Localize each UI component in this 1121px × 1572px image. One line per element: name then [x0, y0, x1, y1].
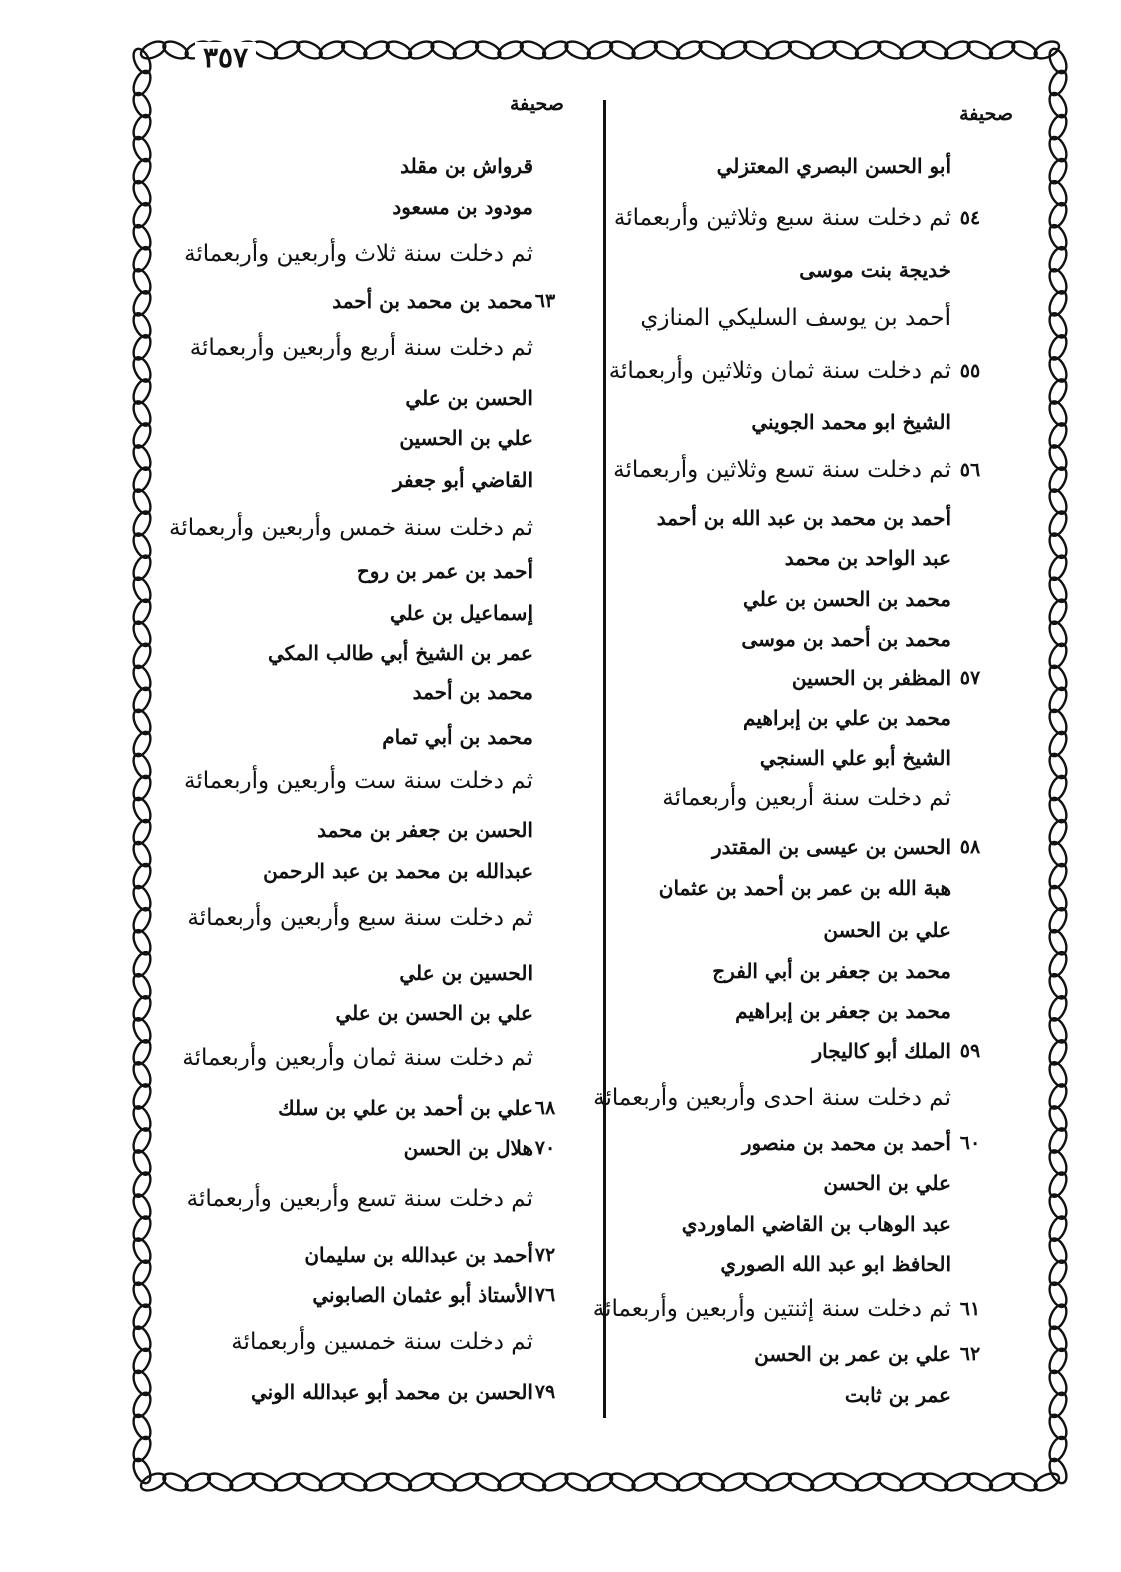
right-column-entry-text: أحمد بن محمد بن عبد الله بن أحمد	[656, 506, 951, 530]
left-column-entry	[357, 553, 533, 591]
right-column-entry-text: محمد بن علي بن إبراهيم	[743, 706, 951, 730]
left-column-entry-number: ٧٩	[534, 1381, 556, 1403]
right-column-entry	[754, 1336, 951, 1374]
right-column-entry-text: ثم دخلت سنة إثنتين وأربعين وأربعمائة	[592, 1296, 951, 1322]
left-column-entry-text: محمد بن أبي تمام	[382, 725, 533, 749]
left-column-entry-text: الأستاذ أبو عثمان الصابوني	[312, 1283, 533, 1307]
right-column-entry-text: خديجة بنت موسى	[799, 258, 951, 282]
right-column-entry-number: ٥٥	[959, 360, 981, 382]
right-column-entry-number: ٥٤	[959, 207, 981, 229]
right-column-entry	[657, 500, 951, 538]
left-column-entry-text: القاضي أبو جعفر	[392, 468, 533, 492]
right-column-entry-number: ٥٧	[959, 667, 981, 689]
left-column-entry-text: ثم دخلت سنة سبع وأربعين وأربعمائة	[187, 905, 533, 931]
left-column-entry	[184, 763, 533, 801]
right-column-entry-number: ٦٢	[959, 1343, 981, 1365]
page-number: ٣٥٧	[195, 42, 256, 74]
right-column-entry-text: محمد بن جعفر بن أبي الفرج	[712, 959, 951, 983]
right-column-entry-text: عمر بن ثابت	[844, 1383, 951, 1407]
left-column-entry	[169, 510, 533, 548]
right-column-entry	[682, 1206, 951, 1244]
right-column-entry-text: الملك أبو كاليجار	[812, 1039, 951, 1063]
right-column-entry-text: محمد بن أحمد بن موسى	[741, 627, 951, 651]
right-column-entry-number: ٦٠	[959, 1132, 981, 1154]
left-column-entry-text: ثم دخلت سنة ثلاث وأربعين وأربعمائة	[184, 241, 533, 267]
right-column-entry-number: ٦١	[959, 1298, 981, 1320]
left-column-entry-text: الحسن بن محمد أبو عبدالله الوني	[250, 1380, 533, 1404]
left-column-entry	[399, 420, 533, 458]
right-column-entry-text: ثم دخلت سنة سبع وثلاثين وأربعمائة	[613, 205, 951, 231]
left-column-entry	[312, 1277, 533, 1315]
right-column-entry-text: ثم دخلت سنة أربعين وأربعمائة	[662, 785, 951, 811]
left-column-entry	[400, 148, 533, 186]
left-column-entry-text: مودود بن مسعود	[392, 195, 533, 219]
left-column-entry	[304, 1237, 533, 1275]
left-column-entry-text: الحسن بن جعفر بن محمد	[317, 818, 533, 842]
right-column-entry-text: الحسن بن عيسى بن المقتدر	[711, 835, 951, 859]
right-column-entry	[640, 300, 951, 338]
right-column-entry	[742, 1125, 951, 1163]
left-column-entry-text: علي بن الحسين	[399, 426, 533, 450]
right-column-entry	[785, 540, 951, 578]
right-column-entry	[799, 252, 951, 290]
left-column-entry-text: ثم دخلت سنة خمسين وأربعمائة	[231, 1329, 533, 1355]
left-column-entry-text: عبدالله بن محمد بن عبد الرحمن	[263, 859, 533, 883]
right-column-entry-text: هبة الله بن عمر بن أحمد بن عثمان	[658, 876, 951, 900]
left-column-entry	[393, 462, 533, 500]
right-column-entry	[792, 660, 951, 698]
right-column-entry	[743, 581, 951, 619]
right-column-entry-text: الشيخ أبو علي السنجي	[759, 746, 951, 770]
right-column-entry	[741, 621, 951, 659]
left-column-entry-text: أحمد بن عمر بن روح	[356, 559, 533, 583]
left-column-entry-text: علي بن الحسن بن علي	[335, 1001, 533, 1025]
right-column-entry	[712, 953, 951, 991]
left-column-entry	[182, 1040, 533, 1078]
right-column-entry-text: المظفر بن الحسين	[791, 666, 951, 690]
left-column-entry-text: الحسن بن علي	[405, 386, 533, 410]
left-column-entry-text: ثم دخلت سنة خمس وأربعين وأربعمائة	[169, 515, 533, 541]
right-column-entry	[613, 452, 951, 490]
left-column-entry	[399, 955, 533, 993]
left-column-entry-number: ٦٣	[534, 290, 556, 312]
left-column-entry	[317, 812, 533, 850]
right-column-entry	[720, 1246, 951, 1284]
right-column-entry	[823, 1165, 951, 1203]
right-column-entry	[717, 148, 951, 186]
left-column-entry	[392, 189, 533, 227]
left-column-entry	[405, 380, 533, 418]
left-column-entry-text: عمر بن الشيخ أبي طالب المكي	[267, 641, 533, 665]
right-column-entry-text: ثم دخلت سنة احدى وأربعين وأربعمائة	[593, 1085, 951, 1111]
right-column-entry-text: محمد بن الحسن بن علي	[743, 587, 951, 611]
right-column-entry-text: عبد الواحد بن محمد	[784, 546, 951, 570]
right-column-entry-text: محمد بن جعفر بن إبراهيم	[735, 999, 951, 1023]
left-column-entry	[190, 330, 533, 368]
right-column-entry	[823, 912, 951, 950]
right-column-entry-text: أحمد بن يوسف السليكي المنازي	[640, 305, 951, 331]
right-column-entry	[743, 700, 951, 738]
right-column-entry-text: ثم دخلت سنة ثمان وثلاثين وأربعمائة	[608, 358, 951, 384]
right-column-entry-text: الحافظ ابو عبد الله الصوري	[720, 1252, 951, 1276]
left-column-entry	[332, 283, 533, 321]
right-column-entry	[845, 1377, 951, 1415]
left-column-entry-number: ٧٦	[534, 1284, 556, 1306]
left-column-entry	[184, 236, 533, 274]
left-column-entry	[404, 1130, 533, 1168]
left-column-entry-text: إسماعيل بن علي	[389, 601, 533, 625]
left-column-entry	[231, 1324, 533, 1362]
right-column-entry	[735, 993, 951, 1031]
left-column-entry	[335, 995, 533, 1033]
right-column-entry-text: الشيخ ابو محمد الجويني	[751, 410, 951, 434]
left-column-entry-text: قرواش بن مقلد	[400, 154, 533, 178]
left-column-entry	[263, 853, 533, 891]
right-column-entry-text: عبد الوهاب بن القاضي الماوردي	[681, 1212, 951, 1236]
right-column-entry	[609, 353, 951, 391]
right-column-entry	[593, 1291, 951, 1329]
right-column-entry	[751, 404, 951, 442]
left-column-entry	[187, 900, 533, 938]
left-column-entry-text: ثم دخلت سنة تسع وأربعين وأربعمائة	[186, 1186, 533, 1212]
right-column-entry	[712, 829, 951, 867]
left-column-entry-number: ٦٨	[534, 1097, 556, 1119]
right-column-entry-text: أحمد بن محمد بن منصور	[741, 1131, 951, 1155]
left-column-entry-text: الحسين بن علي	[399, 961, 533, 985]
left-column-entry	[187, 1181, 533, 1219]
column-heading-left: صحيفة	[510, 93, 564, 115]
left-column-entry-text: أحمد بن عبدالله بن سليمان	[304, 1243, 533, 1267]
left-column-entry-text: علي بن أحمد بن علي بن سلك	[278, 1096, 533, 1120]
left-column-entry-text: محمد بن أحمد	[412, 680, 533, 704]
left-column-entry-text: ثم دخلت سنة أربع وأربعين وأربعمائة	[189, 335, 533, 361]
left-column-entry	[382, 719, 533, 757]
right-column-entry	[813, 1033, 951, 1071]
right-column-entry-number: ٥٩	[959, 1040, 981, 1062]
column-heading-right: صحيفة	[959, 103, 1013, 125]
left-column-entry	[413, 674, 533, 712]
right-column-entry-number: ٥٨	[959, 836, 981, 858]
left-column-entry-text: محمد بن محمد بن أحمد	[332, 289, 533, 313]
left-column-entry	[268, 635, 533, 673]
right-column-entry	[760, 740, 951, 778]
left-column-entry-text: ثم دخلت سنة ثمان وأربعين وأربعمائة	[182, 1045, 533, 1071]
left-column-entry-text: هلال بن الحسن	[403, 1136, 533, 1160]
left-column-entry	[390, 595, 533, 633]
left-column-entry-number: ٧٠	[534, 1137, 556, 1159]
right-column-entry-text: علي بن عمر بن الحسن	[754, 1342, 951, 1366]
right-column-entry	[593, 1080, 951, 1118]
left-column-entry	[251, 1374, 533, 1412]
right-column-entry-text: أبو الحسن البصري المعتزلي	[716, 154, 951, 178]
right-column-entry	[614, 200, 951, 238]
right-column-entry-number: ٥٦	[959, 459, 981, 481]
column-divider	[603, 100, 606, 1418]
left-column-entry	[278, 1090, 533, 1128]
left-column-entry-text: ثم دخلت سنة ست وأربعين وأربعمائة	[183, 768, 533, 794]
right-column-entry	[662, 780, 951, 818]
right-column-entry	[659, 870, 951, 908]
right-column-entry-text: علي بن الحسن	[823, 918, 951, 942]
right-column-entry-text: علي بن الحسن	[823, 1171, 951, 1195]
left-column-entry-number: ٧٢	[534, 1244, 556, 1266]
right-column-entry-text: ثم دخلت سنة تسع وثلاثين وأربعمائة	[613, 457, 951, 483]
